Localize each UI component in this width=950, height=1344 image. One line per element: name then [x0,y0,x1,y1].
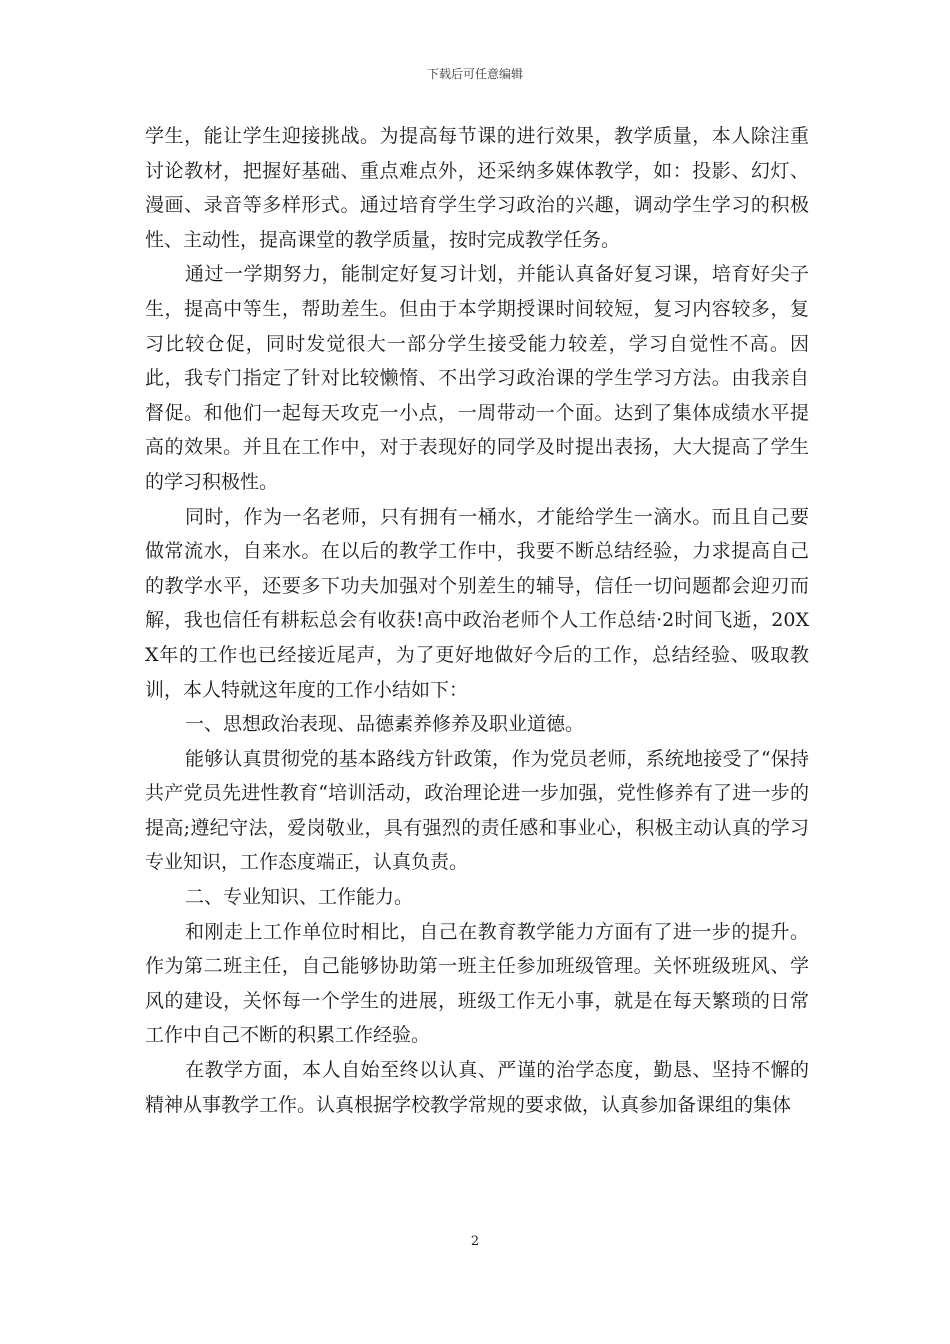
page-number: 2 [470,1234,480,1249]
paragraph-professional: 和刚走上工作单位时相比，自己在教育教学能力方面有了进一步的提升。作为第二班主任，自己能够协助第一班主任参加班级管理。关怀班级班风、学风的建设，关怀每一个学生的进展，班级工作无小事，就是在每天繁琐的日常工作中自己不断的积累工作经验。 [145,920,809,1047]
document-body [145,119,809,1122]
paragraph-teacher-growth: 同时，作为一名老师，只有拥有一桶水，才能给学生一滴水。而且自己要做常流水，自来水。在以后的教学工作中，我要不断总结经验，力求提高自己的教学水平，还要多下功夫加强对个别差生的辅导，信任一切问题都会迎刃而解，我也信任有耕耘总会有收获!高中政治老师个人工作总结·2时间飞逝，20XX年的工作也已经接近尾声，为了更好地做好今后的工作，总结经验、吸取教训，本人特就这年度的工作小结如下： [145,505,809,701]
page-header: 下载后可任意编辑 [426,67,523,81]
section-heading-professional: 二、专业知识、工作能力。 [185,886,414,909]
paragraph-ideology: 能够认真贯彻党的基本路线方针政策，作为党员老师，系统地接受了“保持共产党员先进性教育“培训活动，政治理论进一步加强，党性修养有了进一步的提高;遵纪守法，爱岗敬业，具有强烈的责任感和事业心，积极主动认真的学习专业知识，工作态度端正，认真负责。 [145,747,809,874]
section-heading-ideology: 一、思想政治表现、品德素养修养及职业道德。 [185,713,585,736]
paragraph-review-plan: 通过一学期努力，能制定好复习计划，并能认真备好复习课，培育好尖子生，提高中等生，帮助差生。但由于本学期授课时间较短，复习内容较多，复习比较仓促，同时发觉很大一部分学生接受能力较差，学习自觉性不高。因此，我专门指定了针对比较懒惰、不出学习政治课的学生学习方法。由我亲自督促。和他们一起每天攻克一小点，一周带动一个面。达到了集体成绩水平提高的效果。并且在工作中，对于表现好的同学及时提出表扬，大大提高了学生的学习积极性。 [145,263,809,493]
paragraph-teaching: 在教学方面，本人自始至终以认真、严谨的治学态度，勤恳、坚持不懈的精神从事教学工作。认真根据学校教学常规的要求做，认真参加备课组的集体 [145,1059,809,1116]
paragraph-continued: 学生，能让学生迎接挑战。为提高每节课的进行效果，教学质量，本人除注重讨论教材，把握好基础、重点难点外，还采纳多媒体教学，如：投影、幻灯、漫画、录音等多样形式。通过培育学生学习政治的兴趣，调动学生学习的积极性、主动性，提高课堂的教学质量，按时完成教学任务。 [145,125,809,251]
